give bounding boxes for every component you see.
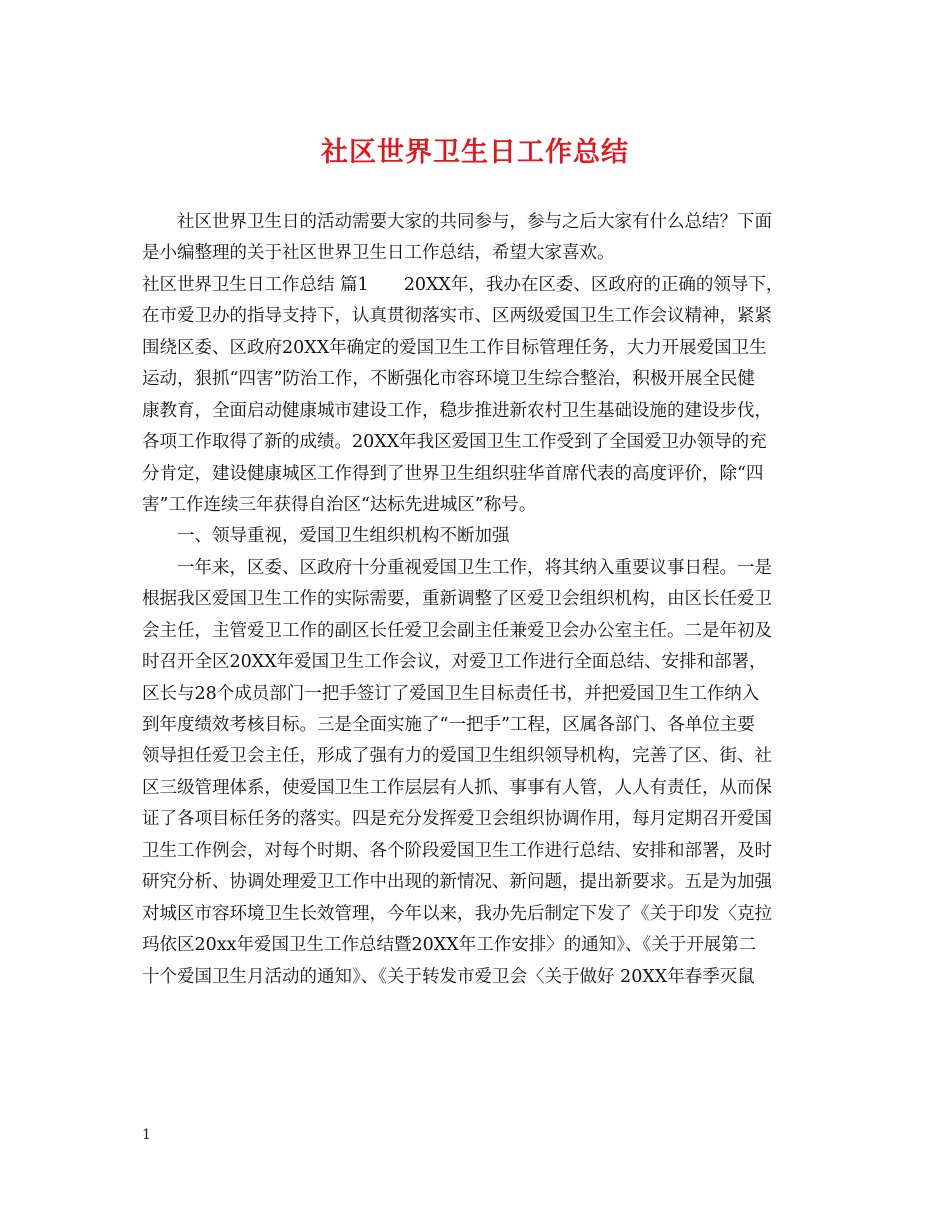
text-line: 根据我区爱国卫生工作的实际需要，重新调整了区爱卫会组织机构，由区长任爱卫 — [142, 589, 772, 610]
text-line: 各项工作取得了新的成绩。20XX年我区爱国卫生工作受到了全国爱卫办领导的充 — [142, 432, 767, 453]
text-line: 在市爱卫办的指导支持下，认真贯彻落实市、区两级爱国卫生工作会议精神，紧紧 — [142, 306, 772, 327]
text-line: 到年度绩效考核目标。三是全面实施了“一把手”工程，区属各部门、各单位主要 — [142, 715, 755, 735]
text-line: 分肯定，建设健康城区工作得到了世界卫生组织驻华首席代表的高度评价，除“四 — [142, 463, 764, 484]
text-line: 区三级管理体系，使爱国卫生工作层层有人抓、事事有人管，人人有责任，从而保 — [142, 777, 772, 798]
text-line: 证了各项目标任务的落实。四是充分发挥爱卫会组织协调作用，每月定期召开爱国 — [142, 809, 772, 830]
text-line: 害”工作连续三年获得自治区“达标先进城区”称号。 — [142, 494, 537, 515]
text-line: 社区世界卫生日的活动需要大家的共同参与，参与之后大家有什么总结？下面 — [142, 212, 772, 232]
text-line: 围绕区委、区政府20XX年确定的爱国卫生工作目标管理任务，大力开展爱国卫生 — [142, 337, 767, 358]
text-line: 一年来，区委、区政府十分重视爱国卫生工作，将其纳入重要议事日程。一是 — [142, 557, 772, 578]
text-line: 区长与28个成员部门一把手签订了爱国卫生目标责任书，并把爱国卫生工作纳入 — [142, 683, 760, 704]
section-heading: 一、领导重视，爱国卫生组织机构不断加强 — [142, 526, 510, 547]
document-title: 社区世界卫生日工作总结 — [321, 137, 629, 168]
text-line: 是小编整理的关于社区世界卫生日工作总结，希望大家喜欢。 — [142, 243, 615, 264]
text-line: 卫生工作例会，对每个时期、各个阶段爱国卫生工作进行总结、安排和部署，及时 — [142, 840, 772, 861]
text-line: 康教育，全面启动健康城市建设工作，稳步推进新农村卫生基础设施的建设步伐， — [142, 400, 772, 421]
text-line: 十个爱国卫生月活动的通知》、《关于转发市爱卫会〈关于做好 20XX年春季灭鼠 — [142, 966, 755, 987]
text-line: 社区世界卫生日工作总结 篇1 20XX年，我办在区委、区政府的正确的领导下， — [142, 274, 784, 295]
text-line: 对城区市容环境卫生长效管理，今年以来，我办先后制定下发了《关于印发〈克拉 — [142, 903, 772, 924]
page-number: 1 — [142, 1127, 151, 1143]
text-line: 研究分析、协调处理爱卫工作中出现的新情况、新问题，提出新要求。五是为加强 — [142, 872, 772, 893]
text-line: 领导担任爱卫会主任，形成了强有力的爱国卫生组织领导机构，完善了区、街、社 — [142, 746, 772, 767]
text-line: 玛依区20xx年爱国卫生工作总结暨20XX年工作安排〉的通知》、《关于开展第二 — [142, 935, 757, 956]
text-line: 会主任，主管爱卫工作的副区长任爱卫会副主任兼爱卫会办公室主任。二是年初及 — [142, 620, 772, 641]
text-line: 运动，狠抓“四害”防治工作，不断强化市容环境卫生综合整治，积极开展全民健 — [142, 369, 755, 390]
text-line: 时召开全区20XX年爱国卫生工作会议，对爱卫工作进行全面总结、安排和部署， — [142, 652, 767, 673]
document-body — [142, 207, 822, 993]
